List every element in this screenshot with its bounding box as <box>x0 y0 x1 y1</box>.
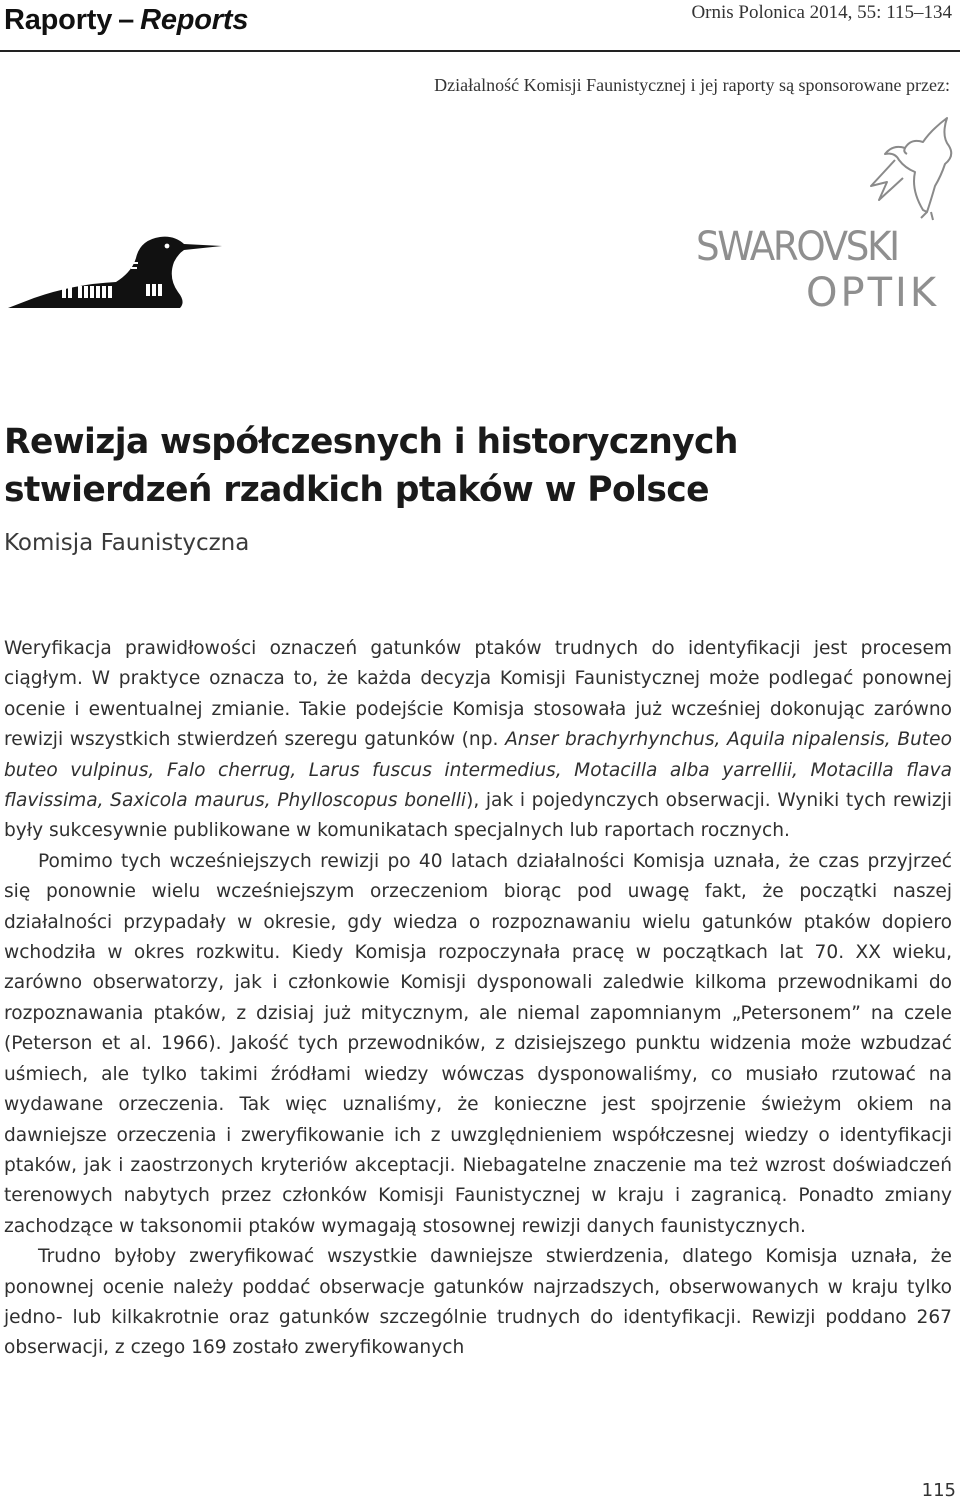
section-separator: – <box>118 4 135 36</box>
section-label-pl: Raporty <box>4 4 113 36</box>
header-divider <box>0 50 960 52</box>
paragraph-1 <box>4 634 952 847</box>
paragraph-1-text-a: Weryfikacja prawidłowości oznaczeń gatunków ptaków trudnych do identyfikacji jest procesem ciągłym. W praktyce oznacza to, że każda decyzja Komisji Faunistycznej może podlegać ponownej ocenie i ewentualnej zmianie. Takie podejście Komisja stosowała już wcześniej dokonując zarówno rewizji wszystkich stwierdzeń szeregu gatunków (np. <box>4 638 952 751</box>
paragraph-3: Trudno byłoby zweryfikować wszystkie dawniejsze stwierdzenia, dlatego Komisja uznała, że ponownej ocenie należy poddać obserwacje gatunków najrzadszych, obserwowanych w kraju tylko jedno- lub kilkakrotnie oraz gatunków szczególnie trudnych do identyfikacji. Rewizji poddano 267 obserwacji, z czego 169 zostało zweryfikowanych <box>4 1246 952 1359</box>
journal-citation: Ornis Polonica 2014, 55: 115–134 <box>691 2 952 23</box>
article-title: Rewizja współczesnych i historycznych stwierdzeń rzadkich ptaków w Polsce <box>4 422 738 510</box>
article-body <box>4 634 952 1364</box>
article-author: Komisja Faunistyczna <box>4 530 250 556</box>
sponsor-note: Działalność Komisji Faunistycznej i jej raporty są sponsorowane przez: <box>434 75 950 95</box>
paragraph-2: Pomimo tych wcześniejszych rewizji po 40 latach działalności Komisja uznała, że czas przyjrzeć się ponownie wielu wcześniejszym orzeczeniom biorąc pod uwagę fakt, że początki naszej działalności przypadały w okresie, gdy wiedza o rozpoznawaniu wielu gatunków ptaków dopiero wchodziła w okres rozkwitu. Kiedy Komisja rozpoczynała pracę w początkach lat 70. XX wieku, zarówno obserwatorzy, jak i członkowie Komisji dysponowali zaledwie kilkoma przewodnikami do rozpoznawania ptaków, z dzisiaj już mitycznym, ale niemal zapomnianym „Petersonem” na czele (Peterson et al. 1966). Jakość tych przewodników, z dzisiejszego punktu widzenia może wzbudzać uśmiech, ale tylko takimi źródłami wiedzy wówczas dysponowaliśmy, co musiało rzutować na wydawane orzeczenia. Tak więc uznaliśmy, że konieczne jest spojrzenie świeżym okiem na dawniejsze orzeczenia i zweryfikowanie ich z uwzględnieniem współczesnej wiedzy o identyfikacji ptaków, jak i zaostrzonych kryteriów akceptacji. Niebagatelne znaczenie ma też wzrost doświadczeń terenowych nabytych przez członków Komisji Faunistycznej w kraju i zagranicą. Ponadto zmiany zachodzące w taksonomii ptaków wymagają stosownej rewizji danych faunistycznych. <box>4 850 952 1237</box>
species-list: Anser brachyrhynchus, Aquila nipalensis, Buteo buteo vulpinus, Falo cherrug, Larus fuscus intermedius, Motacilla alba yarrellii, Motacilla flava flavissima, Saxicola maurus, Phylloscopus bonelli <box>4 729 952 812</box>
paragraph-1-text-b: ), jak i pojedynczych obserwacji. Wyniki tych rewizji były sukcesywnie publikowane w komunikatach specjalnych lub raportach rocznych. <box>4 790 952 842</box>
optik-wordmark: OPTIK <box>806 270 940 316</box>
swarovski-optik-logo <box>690 112 940 322</box>
eagle-icon <box>865 112 960 222</box>
loon-logo <box>4 232 224 312</box>
running-head-section <box>4 4 248 37</box>
swarovski-wordmark: SWAROVSKI <box>696 224 898 270</box>
section-label-en: Reports <box>140 4 249 36</box>
page-number: 115 <box>921 1480 956 1501</box>
